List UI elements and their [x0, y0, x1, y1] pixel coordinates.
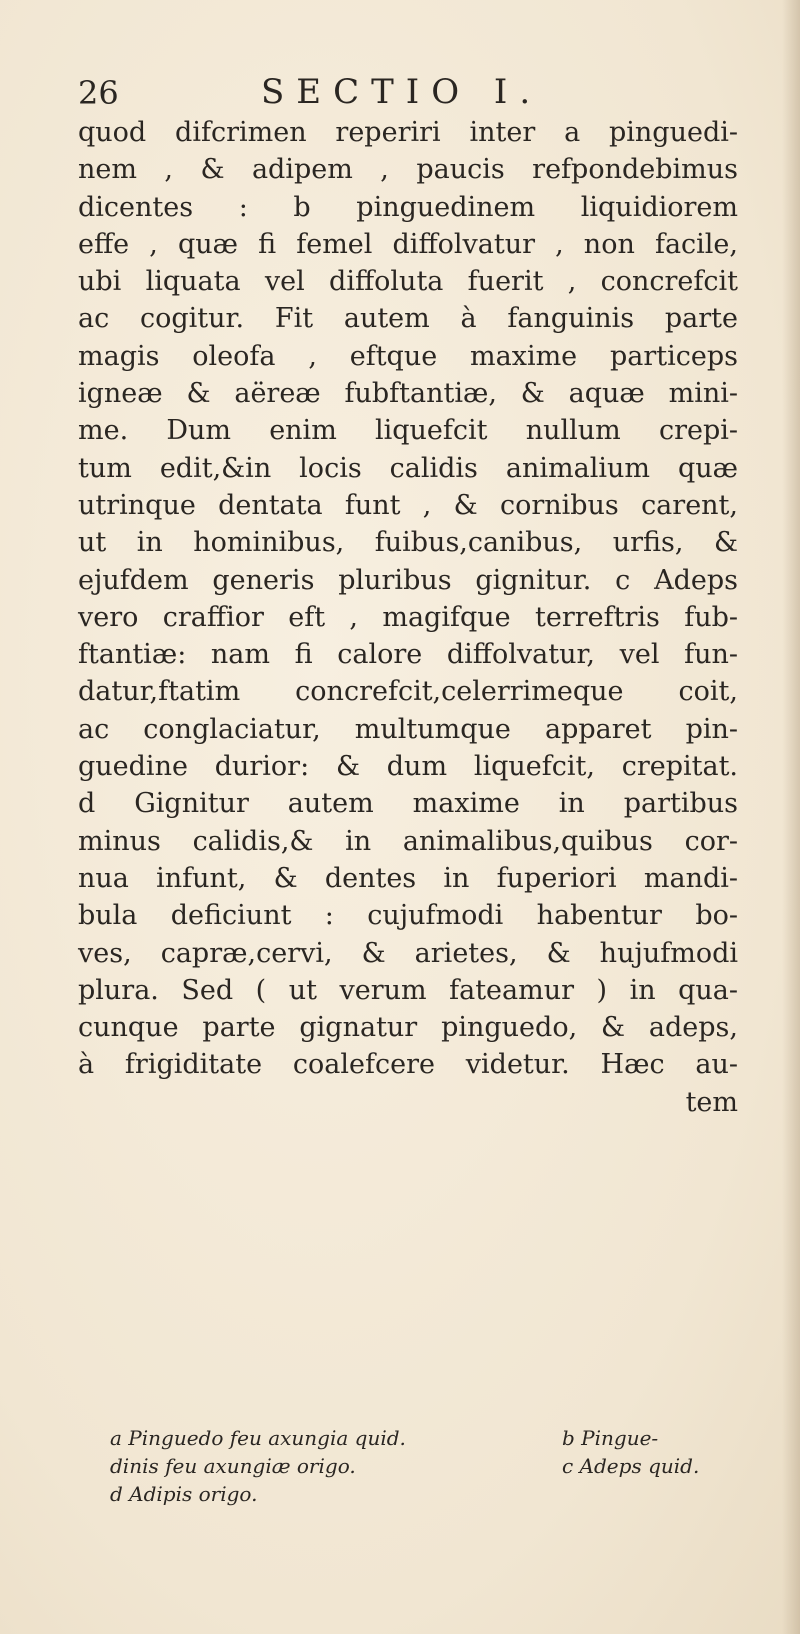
body-text [78, 114, 738, 1121]
footnote-row [110, 1480, 740, 1508]
text-line: ac conglaciatur, multumque apparet pin- [78, 713, 738, 745]
text-line: dicentes : b pinguedinem liquidiorem [78, 191, 738, 223]
text-line: datur,ftatim concrefcit,celerrimeque coit, [78, 676, 738, 708]
text-line: ftantiæ: nam fi calore diffolvatur, vel fun- [78, 639, 738, 671]
catchword: tem [685, 1086, 738, 1118]
text-line: à frigiditate coalefcere videtur. Hæc au- [78, 1049, 738, 1081]
page-number: 26 [78, 74, 119, 112]
text-line: cunque parte gignatur pinguedo, & adeps, [78, 1012, 738, 1044]
text-line: ejufdem generis pluribus gignitur. c Adeps [78, 564, 738, 596]
text-line: quod difcrimen reperiri inter a pinguedi- [78, 117, 738, 148]
text-line: me. Dum enim liquefcit nullum crepi- [78, 415, 738, 447]
footnote-row [110, 1424, 740, 1452]
text-line: guedine durior: & dum liquefcit, crepitat. [78, 751, 738, 783]
text-line: ves, capræ,cervi, & arietes, & hujufmodi [78, 937, 738, 969]
footnote-row [110, 1452, 740, 1480]
text-line: nem , & adipem , paucis refpondebimus [78, 154, 738, 186]
text-line: plura. Sed ( ut verum fateamur ) in qua- [78, 974, 738, 1006]
footnote-b-continued: dinis feu axungiæ origo. [110, 1454, 356, 1478]
footnote-c: c Adeps quid. [562, 1454, 700, 1478]
text-line: ac cogitur. Fit autem à fanguinis parte [78, 303, 738, 335]
text-line: effe , quæ fi femel diffolvatur , non facile, [78, 228, 738, 260]
footnote-d: d Adipis origo. [110, 1482, 258, 1506]
text-line: bula deficiunt : cujufmodi habentur bo- [78, 900, 738, 932]
footnote-b: b Pingue- [562, 1426, 659, 1450]
marginal-notes [110, 1424, 740, 1508]
footnote-a: a Pinguedo feu axungia quid. [110, 1426, 406, 1450]
section-title: SECTIO I. [261, 72, 543, 112]
text-line: minus calidis,& in animalibus,quibus cor- [78, 825, 738, 857]
text-line: magis oleofa , eftque maxime particeps [78, 340, 738, 372]
text-line: utrinque dentata funt , & cornibus carent, [78, 489, 738, 521]
text-line: tum edit,&in locis calidis animalium quæ [78, 452, 738, 484]
page-edge-shadow [782, 0, 800, 1634]
running-header [78, 70, 718, 114]
text-line: ut in hominibus, fuibus,canibus, urfis, & [78, 527, 738, 559]
text-line: nua infunt, & dentes in fuperiori mandi- [78, 862, 738, 894]
text-line: vero craffior eft , magifque terreftris fub- [78, 601, 738, 633]
text-line: igneæ & aëreæ fubftantiæ, & aquæ mini- [78, 378, 738, 410]
text-line: d Gignitur autem maxime in partibus [78, 788, 738, 820]
text-line: ubi liquata vel diffoluta fuerit , concrefcit [78, 266, 738, 298]
